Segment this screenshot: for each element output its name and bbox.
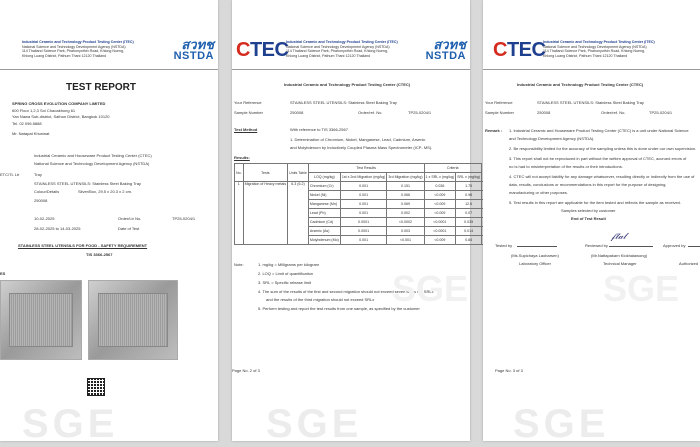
migration-12-value: <0.001 xyxy=(387,236,424,245)
results-label: Results: xyxy=(234,155,250,160)
sample-value: Tray xyxy=(34,172,42,177)
note-3: 3. SRL = Specific release limit xyxy=(258,280,312,285)
criteria-1-value: 0.98 xyxy=(456,191,482,200)
loq-value: 0.0001 xyxy=(340,218,387,227)
header-divider xyxy=(0,69,218,70)
reviewer-signature-icon: 𝒻𝓉𝒶𝓁 xyxy=(611,232,627,242)
ctec-logo: CTEC xyxy=(493,39,546,61)
header-address: Industrial Ceramic and Technology Product Testing Center (ITEC) National Science and Technology Development Agency (NSTDA) 114 Thailand Science Park, Phahonyothin Road, Khlong Nueng, Khlong Luang District, Pathum Thani 12120 Thailand xyxy=(286,40,398,58)
remark-2: 2. Be responsibility limited for the accuracy of the sampling unless this is done under our own supervision. xyxy=(509,146,697,151)
migration-3-value: <0.009 xyxy=(424,200,456,209)
ref-label: Your Reference xyxy=(485,100,513,105)
element-name: Nickel (Ni) xyxy=(308,191,340,200)
watermark-mid: SGE xyxy=(603,268,680,309)
th-loq: LOQ (mg/kg) xyxy=(308,173,340,182)
reviewed-line xyxy=(609,246,653,247)
row-units: 6.3 (6.2) xyxy=(288,182,309,245)
loq-value: 0.001 xyxy=(340,200,387,209)
element-name: Molybdenum (Mo) xyxy=(308,236,340,245)
note-2: 2. LOQ = Limit of quantification xyxy=(258,271,314,276)
report-page-2 xyxy=(232,0,480,446)
date-test: 28-02-2025 to 14-03-2025 xyxy=(34,226,81,231)
method-line-1: With reference to TIS 3366-2567 xyxy=(290,127,348,132)
watermark-mid: SGE xyxy=(392,268,469,309)
ref-value: STAINLESS STEEL UTENSILS: Stainless Steel Baking Tray xyxy=(290,100,397,105)
date-test-label: Date of Test xyxy=(118,226,140,231)
page-header xyxy=(483,38,700,68)
criteria-1-value: 0.035 xyxy=(456,218,482,227)
criteria-1-value: 12.6 xyxy=(456,200,482,209)
loq-value: 0.0001 xyxy=(340,227,387,236)
nstda-logo: สวทช NSTDA xyxy=(425,37,466,62)
method-line-3: and Molybdenum by Inductively Coupled Plasma Mass Spectrometer (ICP- MS). xyxy=(290,145,433,150)
note-5: 5. Perform testing and report the test results from one sample, as specified by the customer xyxy=(258,306,420,311)
page-header xyxy=(0,38,218,68)
sample-label: ETC/TL Ltr xyxy=(0,172,20,177)
table-row xyxy=(235,182,494,191)
note-4: 4. The sum of the results of the first and second migration should not exceed seven times the SRLx xyxy=(258,289,434,294)
row-test-name: Migration of Heavy metals xyxy=(243,182,288,245)
migration-3-value: <0.009 xyxy=(424,191,456,200)
nstda-logo: สวทช NSTDA xyxy=(173,37,214,62)
header-divider xyxy=(232,69,470,70)
migration-3-value: <0.009 xyxy=(424,209,456,218)
header-address: Industrial Ceramic and Technology Product Testing Center (ITEC) National Science and Technology Development Agency (NSTDA) 114 Thailand Science Park, Phahonyothin Road, Khlong Nueng, Khlong Luang District, Pathum Thani 12120 Thailand xyxy=(22,40,134,58)
th-units: Units Table xyxy=(288,164,309,182)
th-c1: 1 x SRL x (mg/kg) xyxy=(424,173,456,182)
order-label: Order/Ltr No. xyxy=(118,216,142,221)
note-label: Note: xyxy=(234,262,244,267)
loq-value: 0.001 xyxy=(340,191,387,200)
th-m12: 1st x 2nd Migration (mg/kg) xyxy=(340,173,387,182)
criteria-1-value: 0.07 xyxy=(456,209,482,218)
order-label: Order/ref. No. xyxy=(358,110,383,115)
remark-1: 1. Industrial Ceramic and Houseware Product Testing Center (CTEC) is a unit under National Science xyxy=(509,128,689,133)
reviewed-name: (Mr.Nattapakarn Klokhalawong) xyxy=(591,253,648,258)
standard-number: TIS 3366-2567 xyxy=(86,252,113,257)
order-label: Order/ref. No. xyxy=(601,110,626,115)
criteria-1-value: 0.84 xyxy=(456,236,482,245)
colour-label: Colour/Details xyxy=(34,189,60,194)
customer-name: SPRING CROSS EVOLUTION COMPANY LIMITED xyxy=(12,101,106,106)
remark-4: 4. CTEC will not accept liability for any damage whatsoever, resulting directly or indirectly from the use of xyxy=(509,174,695,179)
migration-12-value: 0.003 xyxy=(387,227,424,236)
remark-4b: data, results, conclusions or recommendations in this report for the purpose of designing, xyxy=(509,182,667,187)
org-title: Industrial Ceramic and Technology Product Testing Center (CTEC) xyxy=(284,82,411,87)
sample-value: 250008 xyxy=(537,110,551,115)
migration-3-value: <0.0001 xyxy=(424,227,456,236)
watermark: SGE xyxy=(22,402,119,446)
th-tests: Tests xyxy=(243,164,288,182)
org-title: Industrial Ceramic and Technology Product Testing Center (CTEC) xyxy=(517,82,644,87)
element-name: Lead (Pb) xyxy=(308,209,340,218)
remark-label: Remark : xyxy=(485,128,503,133)
lab-agency: National Science and Technology Development Agency (NSTDA) xyxy=(34,161,150,166)
row-no: 1 xyxy=(235,182,244,245)
tested-role: Laboratory Officer xyxy=(519,261,551,266)
page-number: Page No. 3 of 3 xyxy=(495,368,523,373)
standard-title: STAINLESS STEEL UTENSILS FOR FOOD - SAFETY REQUIREMENT xyxy=(18,243,148,248)
qr-code-icon xyxy=(87,378,105,396)
page-header xyxy=(232,38,470,68)
approved-label: Approved by xyxy=(663,243,686,248)
sample-code: 250008 xyxy=(34,198,48,203)
note-1: 1. mg/kg = Milligrams per kilogram xyxy=(258,262,320,267)
header-divider xyxy=(483,69,700,70)
order-value: TP25-0204/1 xyxy=(408,110,432,115)
method-line-2: 1. Determination of Chromium, Nickel, Manganese, Lead, Cadmium, Arsenic xyxy=(290,137,426,142)
loq-value: 0.001 xyxy=(340,236,387,245)
ref-label: Your Reference xyxy=(234,100,262,105)
remark-5: 5. Test results in this report are applicable for the item tested and reflects the sample as received. xyxy=(509,200,682,205)
lab-name: Industrial Ceramic and Houseware Product Testing Center (CTEC) xyxy=(34,153,152,158)
criteria-1-value: 0.014 xyxy=(456,227,482,236)
th-c2: SRL x (mg/kg) xyxy=(456,173,482,182)
watermark: SGE xyxy=(266,402,363,446)
sample-photo-tray-front xyxy=(0,280,82,360)
results-table xyxy=(234,163,494,245)
sample-label: Sample Number xyxy=(485,110,514,115)
customer-contact: Mr. Natapat Khunwat xyxy=(12,131,50,136)
element-name: Cadmium (Cd) xyxy=(308,218,340,227)
sample-label: Sample Number xyxy=(234,110,263,115)
photos-label: ES xyxy=(0,271,6,276)
migration-12-value: 0.151 xyxy=(387,182,424,191)
reviewed-role: Technical Manager xyxy=(603,261,637,266)
loq-value: 0.001 xyxy=(340,182,387,191)
note-4b: and the results of the third migration should not exceed SRLx xyxy=(266,297,375,302)
migration-3-value: <0.0001 xyxy=(424,218,456,227)
sampled-by: Samples selected by customer xyxy=(561,208,616,213)
migration-3-value: 0.036 xyxy=(424,182,456,191)
customer-address-2: Yan Nawa Sub-district, Sathon District, Bangkok 10120 xyxy=(12,114,110,119)
migration-12-value: 0.066 xyxy=(387,191,424,200)
remark-3: 3. This report shall not be reproduced in part without the written approval of CTEC, accrued errors of xyxy=(509,156,687,161)
ref-value: STAINLESS STEEL UTENSILS: Stainless Steel Baking Tray xyxy=(537,100,644,105)
criteria-1-value: 1.75 xyxy=(456,182,482,191)
element-name: Chromium (Cr) xyxy=(308,182,340,191)
reviewed-label: Reviewed by xyxy=(585,243,608,248)
order-value: TP25-0204/1 xyxy=(649,110,673,115)
method-label: Test Method xyxy=(234,127,258,132)
report-page-1 xyxy=(0,0,218,446)
report-title: TEST REPORT xyxy=(66,82,137,93)
th-criteria: Criteria xyxy=(424,164,481,173)
th-no: No. xyxy=(235,164,244,182)
date-received: 10-02-2025 xyxy=(34,216,55,221)
migration-3-value: <0.009 xyxy=(424,236,456,245)
loq-value: 0.001 xyxy=(340,209,387,218)
ctec-logo: CTEC xyxy=(236,39,289,61)
th-test-results: Test Results xyxy=(308,164,424,173)
watermark: SGE xyxy=(513,402,610,446)
remark-4c: manufacturing or other purposes. xyxy=(509,190,568,195)
colour-value: Silver/Box, 29.5 x 20.3 x 2 cm. xyxy=(78,189,133,194)
remark-1b: and Technology Development Agency (NSTDA). xyxy=(509,136,595,141)
element-name: Manganese (Mn) xyxy=(308,200,340,209)
customer-address-1: 600 Floor 1,2,3 Soi Chaoakhong 61 xyxy=(12,108,76,113)
customer-tel: Tel. 02 096 8888 xyxy=(12,121,42,126)
migration-12-value: <0.0002 xyxy=(387,218,424,227)
remark-3b: no is had to misinterpretation of the results or their introductions. xyxy=(509,164,623,169)
approved-role: Authorized xyxy=(679,261,699,266)
header-address: Industrial Ceramic and Technology Product Testing Center (ITEC) National Science and Technology Development Agency (NSTDA) 114 Thailand Science Park, Phahonyothin Road, Khlong Nueng, Khlong Luang District, Pathum Thani 12120 Thailand xyxy=(543,40,655,58)
end-of-result: End of Test Result xyxy=(571,216,606,221)
sample-value: 250008 xyxy=(290,110,304,115)
element-name: Arsenic (As) xyxy=(308,227,340,236)
sample-description: STAINLESS STEEL UTENSILS: Stainless Steel Baking Tray xyxy=(34,181,141,186)
tested-line xyxy=(517,246,557,247)
page-number: Page No. 2 of 3 xyxy=(232,368,260,373)
sample-photo-tray-back xyxy=(88,280,178,360)
tested-label: Tested by xyxy=(495,243,513,248)
th-m3: 3rd Migration (mg/kg) xyxy=(387,173,424,182)
migration-12-value: 0.069 xyxy=(387,200,424,209)
migration-12-value: 0.002 xyxy=(387,209,424,218)
report-page-3 xyxy=(483,0,700,446)
order-value: TP25-0204/1 xyxy=(172,216,196,221)
approved-line xyxy=(688,246,700,247)
tested-name: (Ms.Supichaya Laobarsen) xyxy=(511,253,559,258)
